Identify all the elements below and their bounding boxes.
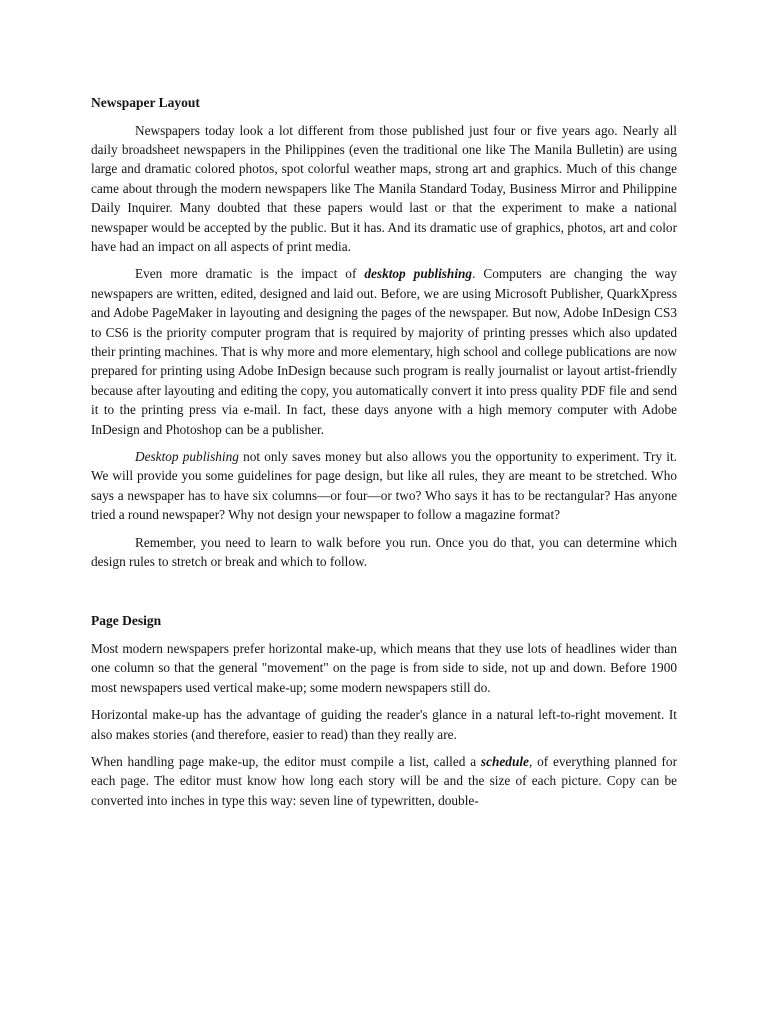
paragraph-text: . Computers are changing the way newspapers are written, edited, designed and laid out. Before, we are using Microsoft Publisher, QuarkXpress and Adobe PageMaker in layouting and designing the pages of the newspaper. But now, Adobe InDesign CS3 to CS6 is the priority computer program that is required by majority of printing presses which also updated their printing machines. That is why more and more elementary, high school and college publications are now prepared for printing using Adobe InDesign because such program is really journalist or layout artist-friendly because after layouting and editing the copy, you automatically convert it into press quality PDF file and send it to the printing press via e-mail. In fact, these days anyone with a high memory computer with Adobe InDesign and Photoshop can be a publisher. [91,266,677,437]
paragraph-text: When handling page make-up, the editor must compile a list, called a [91,753,481,769]
paragraph: Most modern newspapers prefer horizontal make-up, which means that they use lots of headlines wider than one column so that the general "movement" on the page is from side to side, not up and down. Before 1900 most newspapers used vertical make-up; some modern newspapers still do. [91,640,677,695]
paragraph: Newspapers today look a lot different from those published just four or five years ago. Nearly all daily broadsheet newspapers in the Philippines (even the traditional one like The Manila Bulletin) are using large and dramatic colored photos, spot colorful weather maps, strong art and graphics. Much of this change came about through the modern newspapers like The Manila Standard Today, Business Mirror and Philippine Daily Inquirer. Many doubted that these papers would last or that the experiment to make a national newspaper would be accepted by the public. But it has. And its dramatic use of graphics, photos, art and color have had an impact on all aspects of print media. [91,122,677,254]
paragraph [91,447,677,525]
paragraph-text: Even more dramatic is the impact of [135,266,365,282]
section-heading-page-design: Page Design [91,613,162,629]
emphasis-term: Desktop publishing [135,449,239,464]
emphasis-term: schedule [480,753,529,769]
paragraph [91,264,677,439]
paragraph: Horizontal make-up has the advantage of guiding the reader's glance in a natural left-to-right movement. It also makes stories (and therefore, easier to read) than they really are. [91,707,677,742]
document-page [91,93,677,818]
paragraph [91,752,677,810]
paragraph-text: , of everything planned for each page. The editor must know how long each story will be and the size of each picture. Copy can be converted into inches in type this way: seven line of typewritten, double- [91,753,677,808]
section-heading-newspaper-layout: Newspaper Layout [91,95,200,110]
emphasis-term: desktop publishing [364,266,473,282]
section-spacer [91,579,677,611]
paragraph-text: not only saves money but also allows you the opportunity to experiment. Try it. We will provide you some guidelines for page design, but like all rules, they are meant to be stretched. Who says a newspaper has to have six columns—or four—or two? Who says it has to be rectangular? Has anyone tried a round newspaper? Why not design your newspaper to follow a magazine format? [91,449,677,523]
paragraph: Remember, you need to learn to walk before you run. Once you do that, you can determine which design rules to stretch or break and which to follow. [91,534,677,570]
